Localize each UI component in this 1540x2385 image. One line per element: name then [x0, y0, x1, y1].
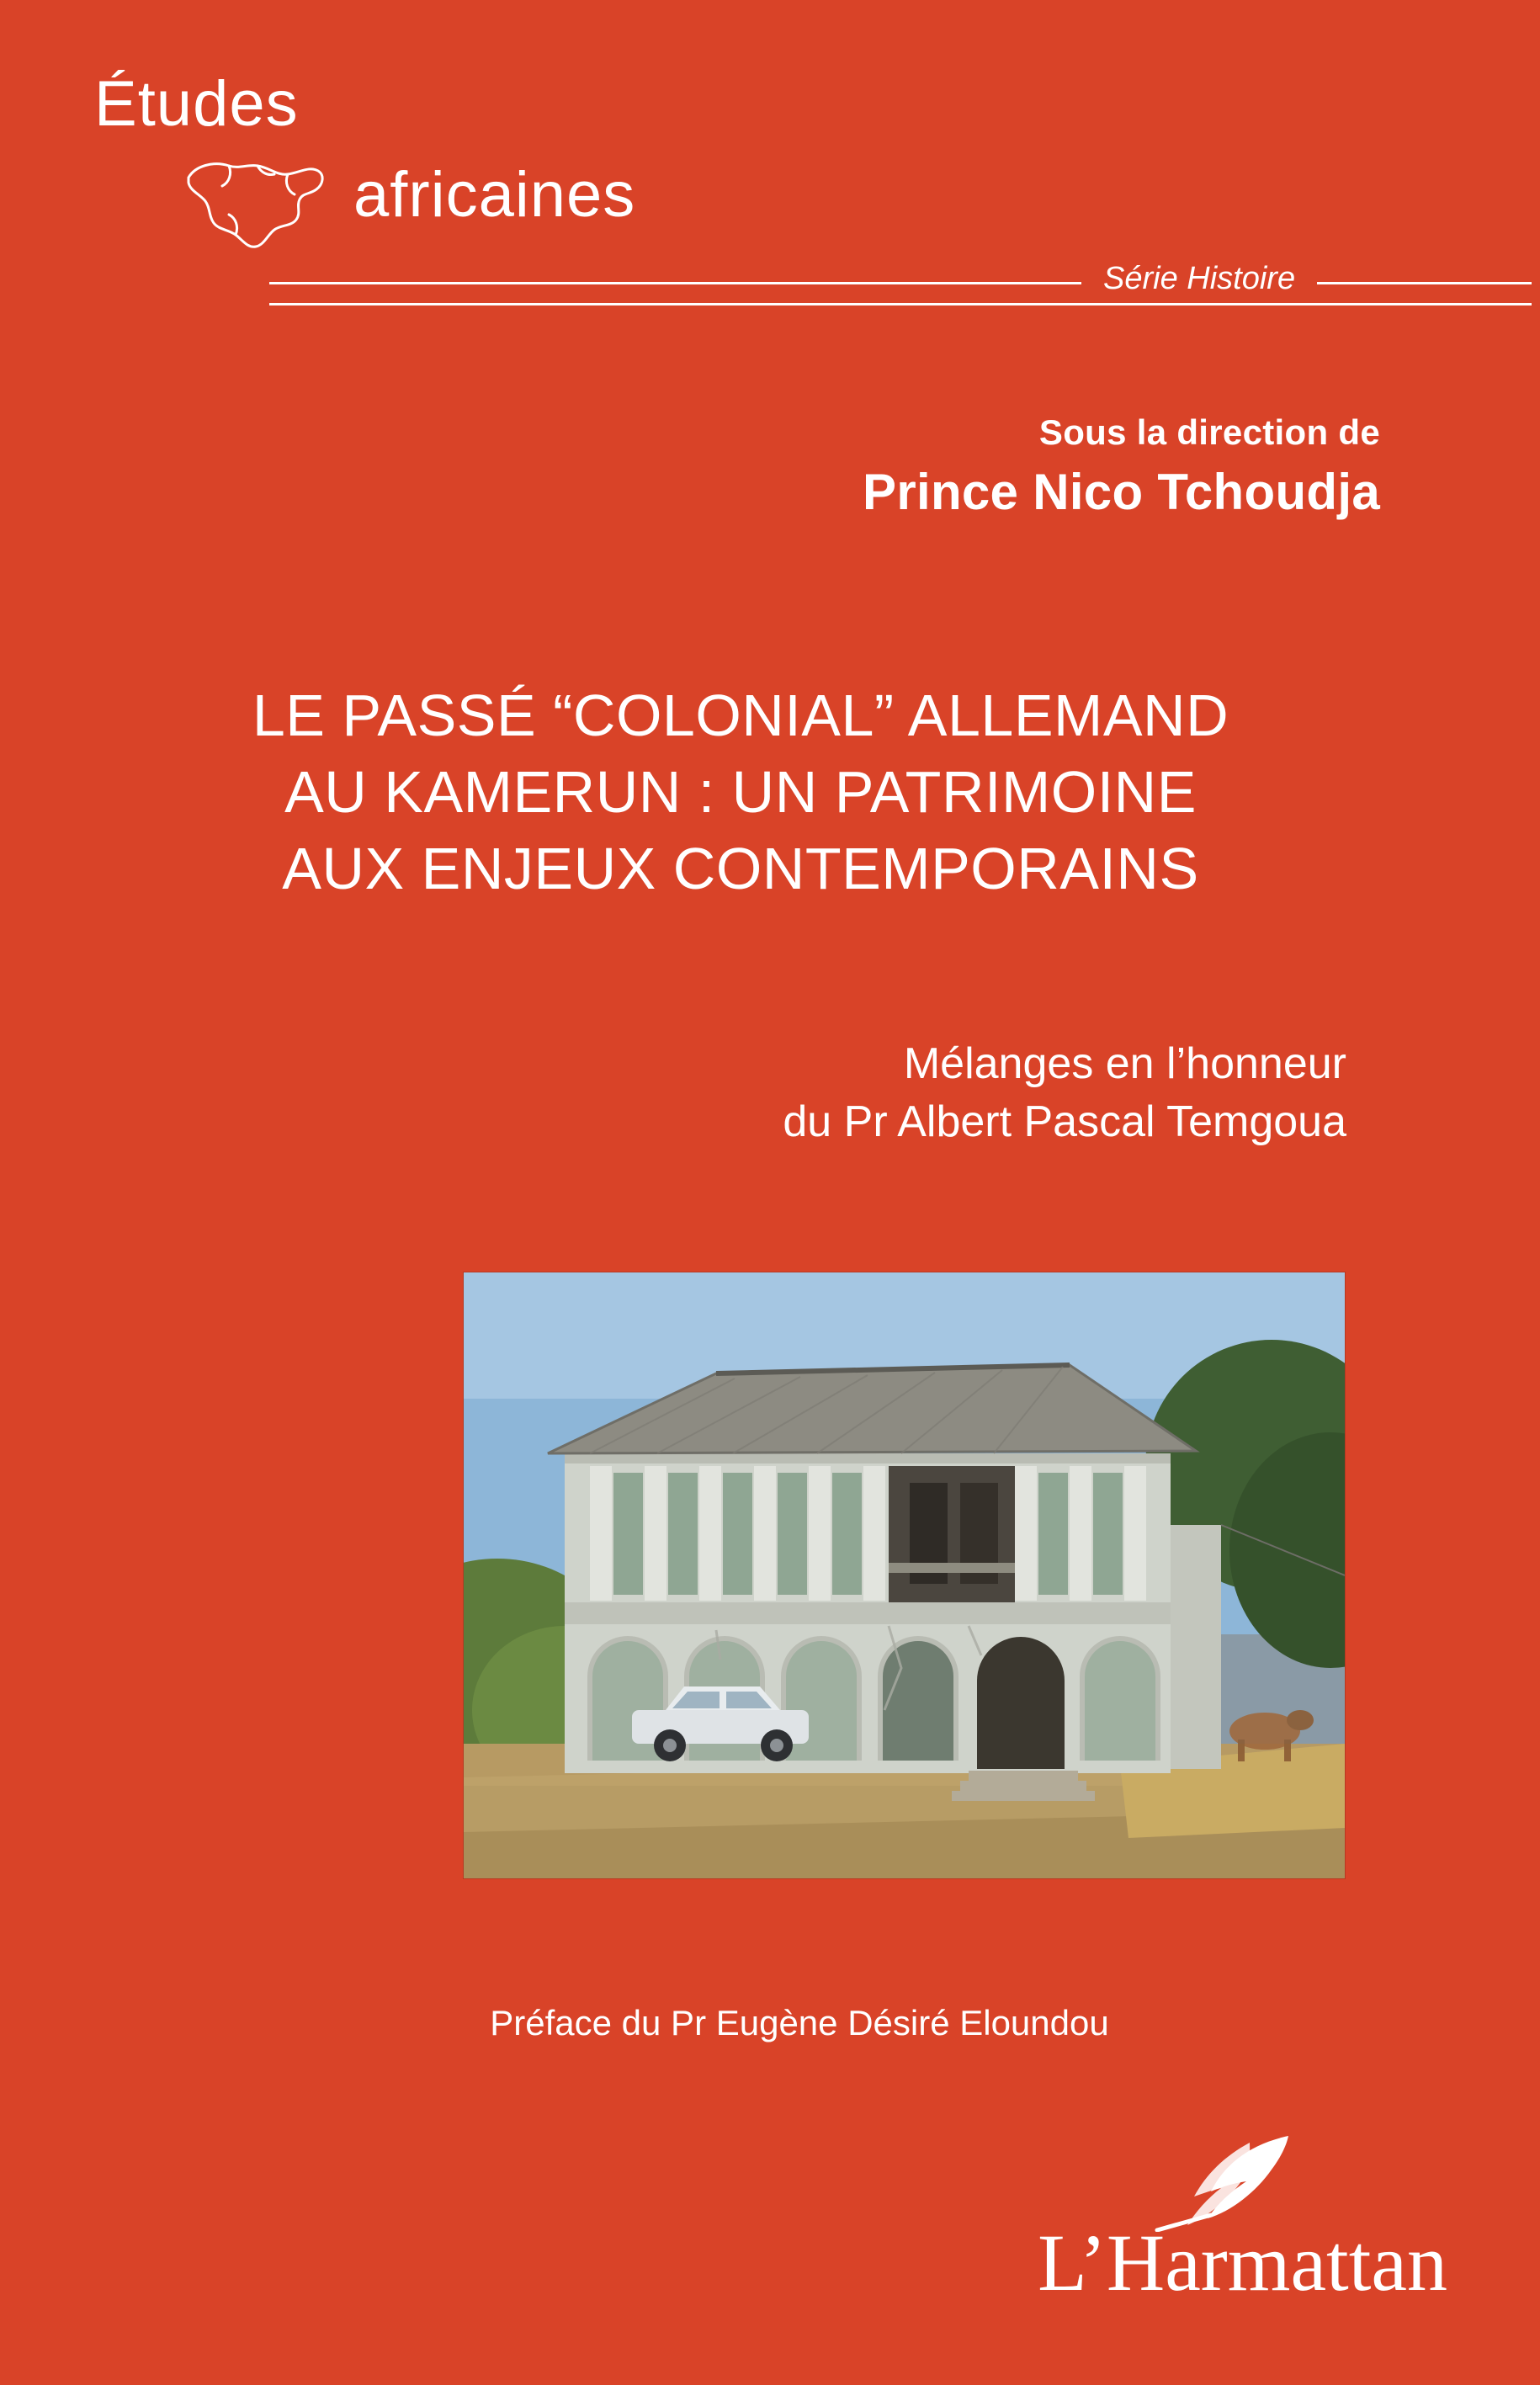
title-line-2: AU KAMERUN : UN PATRIMOINE	[284, 759, 1197, 825]
subtitle-line-2: du Pr Albert Pascal Temgoua	[783, 1097, 1346, 1146]
header-rule-bottom	[269, 303, 1532, 305]
africa-map-outline-icon	[177, 156, 337, 252]
collection-word-africaines: africaines	[353, 159, 636, 231]
book-title	[84, 677, 1397, 907]
title-line-1: LE PASSÉ “COLONIAL” ALLEMAND	[252, 683, 1229, 748]
series-label: Série Histoire	[1081, 261, 1317, 297]
editor-name: Prince Nico Tchoudja	[863, 464, 1380, 520]
subtitle-line-1: Mélanges en l’honneur	[903, 1039, 1346, 1088]
editor-block	[0, 412, 1380, 521]
direction-label: Sous la direction de	[1038, 412, 1380, 452]
publisher-name: L’Harmattan	[1038, 2218, 1447, 2308]
book-subtitle	[168, 1035, 1346, 1150]
collection-word-etudes: Études	[94, 68, 299, 140]
publisher-logo	[976, 2133, 1447, 2309]
collection-header	[0, 59, 1540, 295]
collection-title	[84, 67, 690, 252]
title-line-3: AUX ENJEUX CONTEMPORAINS	[282, 836, 1199, 901]
cover-photo	[464, 1272, 1345, 1878]
header-rule-top	[269, 282, 1532, 284]
preface-credit: Préface du Pr Eugène Désiré Eloundou	[490, 2003, 1109, 2042]
